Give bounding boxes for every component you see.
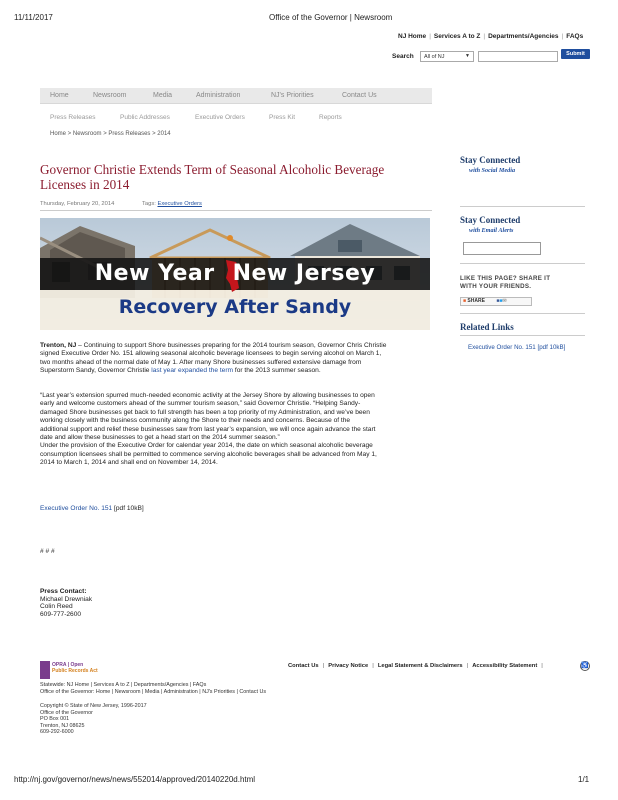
breadcrumb-home[interactable]: Home [50, 131, 67, 137]
footer-address [40, 703, 147, 736]
nav-newsroom[interactable]: Newsroom [93, 92, 127, 99]
article-paragraph-1 [40, 342, 440, 376]
share-prompt [460, 275, 550, 291]
p3-line-3: 2014 to March 1, 2014 and shall end on November 14, 2014. [40, 459, 218, 467]
meta-divider [40, 210, 432, 211]
contact-name-1: Michael Drewniak [40, 595, 93, 603]
social-heading: Stay Connected [460, 155, 521, 165]
nav-priorities[interactable]: NJ's Priorities [271, 92, 314, 99]
print-url: http://nj.gov/governor/news/news/552014/approved/20140220d.html [14, 775, 256, 784]
contact-name-2: Colin Reed [40, 603, 73, 611]
banner-new-year: New Year [94, 261, 215, 286]
contact-phone: 609-777-2600 [40, 610, 82, 618]
email-subheading: with Email Alerts [469, 227, 514, 234]
top-links: NJ Home | Services A to Z | Departments/Agencies | FAQs [398, 33, 584, 40]
print-page-number: 1/1 [578, 775, 590, 784]
banner-new-jersey: New Jersey [232, 261, 376, 286]
footer-statewide-links[interactable]: Statewide: NJ Home | Services A to Z | Departments/Agencies | FAQs [40, 682, 207, 688]
subnav-public-addresses[interactable]: Public Addresses [120, 114, 170, 121]
print-page-title: Office of the Governor | Newsroom [269, 13, 393, 22]
article-paragraph-2 [40, 392, 440, 468]
article-date: Thursday, February 20, 2014 [40, 201, 115, 207]
sidebar-divider-1 [460, 206, 585, 207]
opra-logo[interactable] [40, 661, 98, 679]
print-date: 11/11/2017 [14, 13, 53, 22]
footer-addr-office: Office of the Governor [40, 709, 93, 716]
footer-links: Contact Us | Privacy Notice | Legal Statement & Disclaimers | Accessibility Statement | [288, 663, 543, 669]
opra-logo-icon [40, 661, 50, 679]
press-contact [40, 588, 92, 618]
dateline: Trenton, NJ [40, 342, 77, 349]
share-icon: ■ [463, 298, 467, 304]
nav-contact[interactable]: Contact Us [342, 92, 377, 99]
sandy-banner-image [40, 218, 430, 330]
p1-line-4b: for the 2013 summer season. [234, 367, 321, 375]
end-mark: # # # [40, 548, 55, 555]
breadcrumb: Home > Newsroom > Press Releases > 2014 [50, 131, 171, 137]
footer-accessibility[interactable]: Accessibility Statement [472, 663, 538, 669]
footer-privacy-notice[interactable]: Privacy Notice [328, 663, 369, 669]
p1-line-2: signed Executive Order No. 151 allowing seasonal alcoholic beverage licensees to begin serving alcohol on March 1, [40, 350, 382, 358]
p1-line-1: – Continuing to support Shore businesses preparing for the 2014 tourism season, Governor Chris Christie [78, 342, 387, 349]
breadcrumb-year: 2014 [157, 131, 171, 137]
related-link-executive-order[interactable] [468, 344, 565, 351]
email-heading: Stay Connected [460, 215, 521, 225]
share-prompt-line-2: WITH YOUR FRIENDS. [460, 283, 532, 291]
nav-administration[interactable]: Administration [196, 92, 241, 99]
sidebar-divider-3 [460, 313, 585, 314]
sidebar-divider-4 [460, 335, 585, 336]
footer-legal-statement[interactable]: Legal Statement & Disclaimers [377, 663, 463, 669]
tag-link-executive-orders[interactable]: Executive Orders [157, 201, 202, 207]
facebook-icon: ■ [496, 298, 500, 304]
accessibility-icon[interactable]: ♿ [581, 663, 589, 669]
p2-line-3: damaged Shore businesses get back to full strength has been a top priority of my Administration, and we’ve been [40, 408, 370, 416]
footer-addr-city: Trenton, NJ 08625 [40, 722, 85, 729]
nav-media[interactable]: Media [153, 92, 173, 99]
subnav-press-releases[interactable]: Press Releases [50, 114, 96, 121]
press-contact-label: Press Contact: [40, 588, 87, 595]
p2-line-1: “Last year’s extension spurred much-needed economic activity at the Jersey Shore by allowing businesses to open [40, 392, 375, 399]
chevron-down-icon: ▼ [465, 53, 470, 59]
p2-line-5: additional support and relief these businesses saw from last year’s expansion, we will once again advance the start [40, 425, 376, 433]
subnav-press-kit[interactable]: Press Kit [269, 114, 296, 121]
search-scope-value: All of NJ [424, 54, 445, 60]
footer-copyright: Copyright © State of New Jersey, 1996-2017 [40, 703, 147, 709]
breadcrumb-newsroom[interactable]: Newsroom [72, 131, 102, 137]
tags-label: Tags: [142, 201, 156, 207]
footer-contact-us[interactable]: Contact Us [288, 663, 319, 669]
top-link-departments[interactable]: Departments/Agencies [488, 33, 559, 40]
related-link-text: Executive Order No. 151 [pdf 10kB] [468, 344, 566, 351]
p1-line-4a: Superstorm Sandy, Governor Christie [40, 367, 150, 375]
search-label: Search [392, 53, 414, 60]
title-line-2: Licenses in 2014 [40, 177, 130, 192]
article-tags [142, 201, 202, 207]
top-link-services[interactable]: Services A to Z [433, 33, 481, 40]
opra-logo-line-2: Public Records Act [52, 668, 98, 674]
search-input[interactable] [478, 51, 558, 62]
banner-title-line-2: Recovery After Sandy [118, 296, 352, 318]
p3-line-2: consumption licensees shall be permitted to commence serving alcoholic beverages shall be advanced from May 1, [40, 450, 377, 458]
twitter-icon: ■ [499, 298, 503, 304]
p2-line-4: working closely with the business community along the Shore to their needs and concerns. Because of the [40, 417, 351, 425]
share-button-label: SHARE [467, 298, 485, 304]
nav-home[interactable]: Home [50, 92, 69, 99]
search-scope-select[interactable] [420, 51, 474, 62]
p2-line-6: date and allow these businesses to get a head start on the 2014 summer season.” [40, 434, 280, 442]
subnav-executive-orders[interactable]: Executive Orders [195, 114, 245, 121]
main-nav [40, 88, 432, 104]
executive-order-link[interactable]: Executive Order No. 151 [40, 505, 113, 512]
footer-addr-phone: 609-292-6000 [40, 729, 74, 735]
p2-line-2: early and welcome customers ahead of the summer tourism season,” said Governor Christie. “Helping Sandy- [40, 400, 361, 408]
subnav-reports[interactable]: Reports [319, 114, 342, 121]
search-submit-button[interactable]: Submit [561, 49, 590, 59]
related-links-heading: Related Links [460, 322, 514, 332]
sidebar-divider-2 [460, 263, 585, 264]
p1-line-3: two months ahead of the normal date of May 1. After many Shore businesses suffered extensive damage from [40, 358, 362, 366]
executive-order-pdf-size: [pdf 10kB] [114, 505, 144, 512]
page-title [40, 162, 440, 192]
banner-title-line-1 [40, 259, 430, 289]
footer-addr-pobox: PO Box 001 [40, 716, 70, 722]
p3-line-1: Under the provision of the Executive Order for calendar year 2014, the date on which seasonal alcoholic beverage [40, 442, 373, 450]
top-link-nj-home[interactable]: NJ Home [398, 33, 427, 40]
footer-office-links[interactable]: Office of the Governor: Home | Newsroom | Media | Administration | NJ's Priorities | Contact Us [40, 689, 267, 695]
title-line-1: Governor Christie Extends Term of Seasonal Alcoholic Beverage [40, 162, 385, 177]
executive-order-link-row [40, 505, 144, 513]
email-alert-input[interactable] [463, 242, 541, 255]
top-link-faqs[interactable]: FAQs [566, 33, 584, 40]
social-subheading[interactable]: with Social Media [469, 167, 516, 174]
share-button[interactable] [460, 297, 532, 306]
opra-logo-line-1: OPRA | Open [52, 662, 84, 668]
email-icon: ✉ [502, 298, 507, 304]
share-prompt-line-1: LIKE THIS PAGE? SHARE IT [460, 275, 551, 282]
last-year-expanded-link[interactable]: last year expanded the term [151, 367, 234, 375]
breadcrumb-press-releases[interactable]: Press Releases [108, 131, 151, 137]
